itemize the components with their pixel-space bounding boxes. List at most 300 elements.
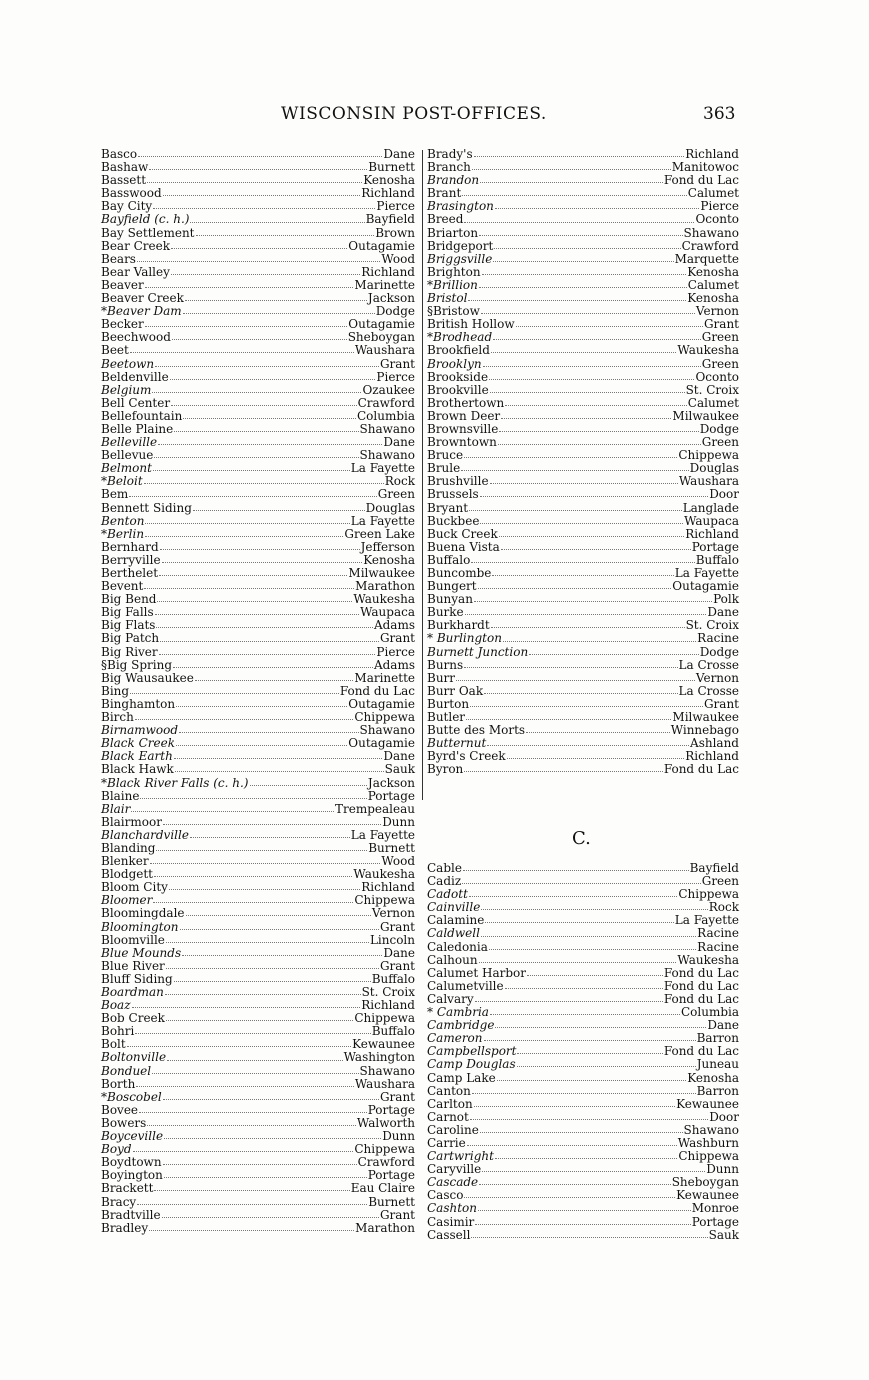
dot-leader [183, 418, 356, 419]
list-item [427, 384, 739, 397]
dot-leader [482, 1171, 705, 1172]
county-name: Outagamie [348, 317, 415, 332]
dot-leader [467, 1145, 677, 1146]
dot-leader [166, 968, 379, 969]
dot-leader [468, 300, 686, 301]
list-item [427, 371, 739, 384]
post-office-name: Buck Creek [427, 526, 498, 541]
county-name: Chippewa [678, 887, 739, 902]
county-name: Dane [707, 605, 739, 620]
dot-leader [475, 1001, 663, 1002]
dot-leader [155, 614, 359, 615]
post-office-name: *Brillion [427, 277, 478, 292]
dot-leader [479, 235, 682, 236]
post-office-name: Casco [427, 1188, 464, 1203]
dot-leader [527, 975, 663, 976]
dot-leader [464, 667, 677, 668]
county-name: Green [701, 330, 739, 345]
dot-leader [149, 1230, 354, 1231]
post-office-name: Caroline [427, 1122, 479, 1137]
dot-leader [150, 863, 381, 864]
county-name: Buffalo [695, 552, 739, 567]
list-item [427, 213, 739, 226]
county-name: Portage [691, 1214, 739, 1229]
post-office-name: Berthelet [101, 566, 159, 580]
post-office-name: Bayfield (c. h.) [101, 212, 190, 227]
post-office-name: Black Earth [101, 749, 173, 764]
dot-leader [182, 955, 382, 956]
county-name: St. Croix [361, 985, 415, 999]
dot-leader [153, 470, 350, 471]
list-item [101, 240, 415, 253]
county-name: Douglas [365, 500, 415, 515]
dot-leader [172, 339, 347, 340]
post-office-name: Bloomer [101, 893, 153, 908]
post-office-name: Blaine [101, 788, 140, 803]
county-name: La Fayette [674, 913, 739, 928]
post-office-name: Becker [101, 317, 144, 332]
county-name: Grant [379, 356, 415, 371]
county-name: Rock [384, 474, 415, 489]
post-office-name: Bohri [101, 1024, 135, 1039]
county-name: Burnett [368, 840, 415, 855]
list-item [101, 803, 415, 816]
list-item [427, 967, 739, 980]
post-office-name: Cartwright [427, 1149, 494, 1164]
dot-leader [501, 418, 671, 419]
dot-leader [478, 1210, 691, 1211]
dot-leader [491, 627, 685, 628]
post-office-name: Bristol [427, 291, 468, 306]
post-office-name: Brussels [427, 487, 479, 502]
county-name: Eau Claire [350, 1181, 415, 1196]
county-name: Fond du Lac [663, 762, 739, 777]
list-item [101, 397, 415, 410]
dot-leader [479, 287, 687, 288]
county-name: Pierce [376, 199, 415, 214]
county-name: Grant [703, 317, 739, 332]
list-item [101, 921, 415, 934]
list-item [427, 502, 739, 515]
dot-leader [483, 366, 701, 367]
county-name: Milwaukee [348, 566, 415, 580]
post-office-name: Brothertown [427, 395, 505, 410]
county-name: Marathon [355, 1220, 415, 1235]
post-office-name: Bellefountain [101, 408, 183, 423]
county-name: Kewaunee [676, 1096, 739, 1111]
list-item [101, 1182, 415, 1195]
list-item [427, 227, 739, 240]
county-name: Ozaukee [362, 382, 415, 397]
dot-leader [480, 182, 663, 183]
post-office-name: Blairmoor [101, 814, 162, 829]
list-item [427, 941, 739, 954]
dot-leader [174, 758, 383, 759]
post-office-name: Cable [427, 861, 462, 875]
county-name: La Fayette [350, 513, 415, 528]
dot-leader [153, 902, 353, 903]
county-name: Fond du Lac [663, 978, 739, 993]
post-office-name: Berryville [101, 552, 161, 567]
post-office-name: Bloomingdale [101, 906, 185, 921]
post-office-name: Branch [427, 160, 471, 175]
county-name: Monroe [691, 1201, 739, 1216]
list-item [427, 410, 739, 423]
list-item [101, 1078, 415, 1091]
list-item [101, 646, 415, 659]
dot-leader [173, 667, 373, 668]
list-item [427, 980, 739, 993]
county-name: Walworth [356, 1115, 415, 1130]
dot-leader [136, 1086, 354, 1087]
post-office-name: Buncombe [427, 566, 492, 580]
county-name: Oconto [695, 212, 739, 227]
county-name: Bayfield [365, 212, 415, 227]
list-item [427, 632, 739, 645]
post-office-name: Cashton [427, 1201, 477, 1216]
dot-leader [176, 706, 347, 707]
list-item [101, 960, 415, 973]
dot-leader [503, 641, 696, 642]
post-office-name: *Beaver Dam [101, 304, 182, 319]
list-item [427, 1229, 739, 1242]
post-office-name: Bell Center [101, 395, 171, 410]
post-office-name: Brighton [427, 264, 481, 279]
county-name: Barron [696, 1083, 739, 1098]
post-office-name: Blue River [101, 958, 165, 973]
list-item [101, 266, 415, 279]
dot-leader [456, 680, 695, 681]
county-name: Green Lake [344, 526, 415, 541]
county-name: Ashland [690, 736, 739, 751]
county-name: Burnett [368, 160, 415, 175]
county-name: Dodge [699, 644, 739, 659]
post-office-name: * Burlington [427, 631, 502, 646]
post-office-name: Camp Douglas [427, 1057, 516, 1072]
post-office-name: Boardman [101, 985, 164, 999]
post-office-name: Casimir [427, 1214, 475, 1229]
post-office-name: Bashaw [101, 160, 149, 175]
list-item [101, 1196, 415, 1209]
dot-leader [131, 811, 334, 812]
post-office-name: Burnett Junction [427, 644, 529, 659]
post-office-name: Bloomington [101, 919, 179, 934]
dot-leader [145, 326, 348, 327]
county-name: Dane [383, 147, 415, 161]
post-office-name: Boltonville [101, 1050, 167, 1065]
post-office-name: Boydtown [101, 1155, 162, 1170]
post-office-name: Big Bend [101, 592, 157, 607]
list-item [101, 934, 415, 947]
post-office-name: Calumet Harbor [427, 965, 527, 980]
dot-leader [185, 300, 367, 301]
post-office-name: Binghamton [101, 696, 176, 711]
dot-leader [471, 1237, 707, 1238]
list-item [427, 580, 739, 593]
dot-leader [490, 392, 685, 393]
dot-leader [163, 1164, 357, 1165]
post-office-name: * Cambria [427, 1005, 489, 1020]
dot-leader [176, 745, 347, 746]
county-name: Portage [691, 539, 739, 554]
post-office-name: Bracy [101, 1194, 137, 1209]
county-name: Portage [367, 1102, 415, 1117]
county-name: Dane [383, 945, 415, 960]
dot-leader [489, 379, 694, 380]
dot-leader [183, 313, 375, 314]
post-office-name: Blenker [101, 854, 149, 869]
dot-leader [160, 641, 379, 642]
post-office-name: Calvary [427, 991, 474, 1006]
dot-leader [491, 352, 677, 353]
post-office-name: Briarton [427, 225, 479, 240]
list-item [101, 1012, 415, 1025]
county-name: St. Croix [685, 618, 739, 633]
page-title: WISCONSIN POST-OFFICES. [281, 104, 547, 124]
county-name: Dunn [382, 1129, 415, 1144]
dot-leader [479, 1184, 671, 1185]
dot-leader [471, 562, 694, 563]
list-item [101, 488, 415, 501]
dot-leader [495, 1158, 677, 1159]
dot-leader [152, 392, 361, 393]
dot-leader [517, 1053, 662, 1054]
post-office-name: Carrie [427, 1135, 466, 1150]
county-name: Dodge [375, 304, 415, 319]
post-office-name: Blair [101, 801, 131, 816]
list-item [101, 227, 415, 240]
post-office-name: Brushville [427, 474, 489, 489]
county-name: Pierce [376, 644, 415, 659]
list-item [101, 816, 415, 829]
post-office-name: Black Creek [101, 736, 176, 751]
county-name: Green [377, 487, 415, 502]
county-name: Milwaukee [672, 710, 739, 725]
section-letter: C. [572, 828, 591, 849]
post-office-name: Blue Mounds [101, 945, 182, 960]
dot-leader [158, 444, 382, 445]
dot-leader [162, 1217, 379, 1218]
post-office-name: *Beloit [101, 474, 143, 489]
county-name: Marquette [674, 251, 739, 266]
county-name: Kewaunee [676, 1188, 739, 1203]
post-office-name: Brule [427, 461, 461, 476]
dot-leader [470, 1119, 708, 1120]
post-office-name: Burkhardt [427, 618, 490, 633]
list-item [427, 358, 739, 371]
county-name: St. Croix [685, 382, 739, 397]
post-office-name: Big Flats [101, 618, 156, 633]
post-office-name: §Bristow [427, 304, 480, 319]
post-office-name: Black Hawk [101, 762, 174, 777]
dot-leader [166, 1020, 353, 1021]
list-item [101, 672, 415, 685]
dot-leader [516, 326, 703, 327]
dot-leader [472, 169, 671, 170]
post-office-name: Bunyan [427, 592, 473, 607]
dot-leader [174, 431, 358, 432]
county-name: Fond du Lac [663, 1044, 739, 1059]
list-item [101, 659, 415, 672]
dot-leader [499, 536, 685, 537]
dot-leader [493, 339, 701, 340]
dot-leader [480, 523, 683, 524]
list-item [101, 344, 415, 357]
list-item [427, 1111, 739, 1124]
county-name: Polk [713, 592, 739, 607]
dot-leader [495, 1027, 706, 1028]
post-office-name: Belgium [101, 382, 152, 397]
list-item [427, 862, 739, 875]
county-name: Shawano [683, 1122, 739, 1137]
county-name: Crawford [357, 1155, 415, 1170]
county-name: Green [701, 435, 739, 450]
county-name: Crawford [357, 395, 415, 410]
post-office-name: Brasington [427, 199, 494, 214]
county-name: Vernon [371, 906, 415, 921]
right-column [427, 148, 739, 777]
list-item [101, 777, 415, 790]
dot-leader [480, 1132, 683, 1133]
post-office-name: Burr Oak [427, 683, 484, 698]
list-item [427, 1124, 739, 1137]
county-name: Jackson [367, 775, 415, 790]
post-office-name: Benton [101, 513, 145, 528]
county-name: Waukesha [353, 592, 415, 607]
list-item [427, 1085, 739, 1098]
dot-leader [147, 1125, 356, 1126]
list-item [427, 685, 739, 698]
county-name: Door [709, 487, 739, 502]
list-item [101, 515, 415, 528]
county-name: Marathon [355, 579, 415, 594]
list-item [427, 646, 739, 659]
dot-leader [190, 222, 364, 223]
post-office-name: Birch [101, 710, 134, 725]
post-office-name: Brooklyn [427, 356, 482, 371]
dot-leader [461, 470, 688, 471]
dot-leader [133, 1151, 354, 1152]
post-office-name: Beechwood [101, 330, 171, 345]
post-office-name: Bear Creek [101, 238, 171, 253]
county-name: Washburn [677, 1135, 739, 1150]
list-item [101, 462, 415, 475]
county-name: Calumet [687, 395, 739, 410]
county-name: Marinette [354, 670, 415, 685]
county-name: Shawano [359, 448, 415, 463]
county-name: Dodge [699, 421, 739, 436]
post-office-name: Blanding [101, 840, 156, 855]
dot-leader [490, 1014, 680, 1015]
list-item [427, 1098, 739, 1111]
dot-leader [186, 915, 371, 916]
dot-leader [171, 405, 356, 406]
dot-leader [474, 601, 712, 602]
county-name: Grant [703, 696, 739, 711]
county-name: Oconto [695, 369, 739, 384]
post-office-name: Brownsville [427, 421, 499, 436]
county-name: Dunn [382, 814, 415, 829]
dot-leader [250, 785, 367, 786]
post-office-name: Basco [101, 147, 138, 161]
dot-leader [485, 922, 673, 923]
dot-leader [164, 1138, 381, 1139]
county-name: Calumet [687, 186, 739, 201]
post-office-name: Camp Lake [427, 1070, 496, 1085]
dot-leader [529, 654, 699, 655]
dot-leader [517, 1066, 696, 1067]
county-name: Calumet [687, 277, 739, 292]
dot-leader [464, 1197, 675, 1198]
dot-leader [497, 1080, 687, 1081]
dot-leader [163, 824, 381, 825]
post-office-name: Beldenville [101, 369, 169, 384]
county-name: Milwaukee [672, 408, 739, 423]
county-name: La Fayette [350, 827, 415, 842]
county-name: Fond du Lac [663, 965, 739, 980]
dot-leader [492, 575, 673, 576]
post-office-name: Birnamwood [101, 723, 179, 738]
dot-leader [129, 496, 376, 497]
post-office-name: Butternut [427, 736, 487, 751]
list-item [427, 1216, 739, 1229]
post-office-name: Carnot [427, 1109, 469, 1124]
post-office-name: Bonduel [101, 1063, 152, 1078]
county-name: Pierce [376, 369, 415, 384]
list-item [427, 541, 739, 554]
county-name: Waukesha [677, 343, 739, 358]
county-name: Jackson [367, 291, 415, 306]
county-name: Shawano [359, 421, 415, 436]
dot-leader [149, 169, 367, 170]
dot-leader [155, 366, 379, 367]
county-name: Richland [361, 880, 415, 895]
dot-leader [145, 287, 354, 288]
county-name: Outagamie [672, 579, 739, 594]
county-name: Crawford [681, 238, 739, 253]
list-item [427, 1202, 739, 1215]
county-name: Waupaca [360, 605, 415, 620]
dot-leader [147, 182, 362, 183]
county-name: Langlade [682, 500, 739, 515]
county-name: Juneau [696, 1057, 739, 1072]
post-office-name: Brandon [427, 173, 480, 188]
post-office-name: Bryant [427, 500, 469, 515]
county-name: Fond du Lac [339, 683, 415, 698]
county-name: Jefferson [360, 539, 415, 554]
dot-leader [152, 1073, 358, 1074]
post-office-name: Bluff Siding [101, 971, 173, 986]
dot-leader [487, 745, 689, 746]
dot-leader [170, 379, 376, 380]
post-office-name: Bernhard [101, 539, 159, 554]
county-name: Portage [367, 788, 415, 803]
dot-leader [465, 614, 707, 615]
dot-leader [164, 1177, 367, 1178]
county-name: Vernon [695, 670, 739, 685]
post-office-name: Brookville [427, 382, 489, 397]
post-office-name: Bruce [427, 448, 464, 463]
county-name: La Fayette [350, 461, 415, 476]
dot-leader [157, 601, 352, 602]
dot-leader [462, 883, 701, 884]
list-item [101, 528, 415, 541]
county-name: Racine [697, 939, 739, 954]
dot-leader [481, 909, 707, 910]
post-office-name: Beaver Creek [101, 291, 184, 306]
list-item [427, 593, 739, 606]
dot-leader [505, 405, 687, 406]
